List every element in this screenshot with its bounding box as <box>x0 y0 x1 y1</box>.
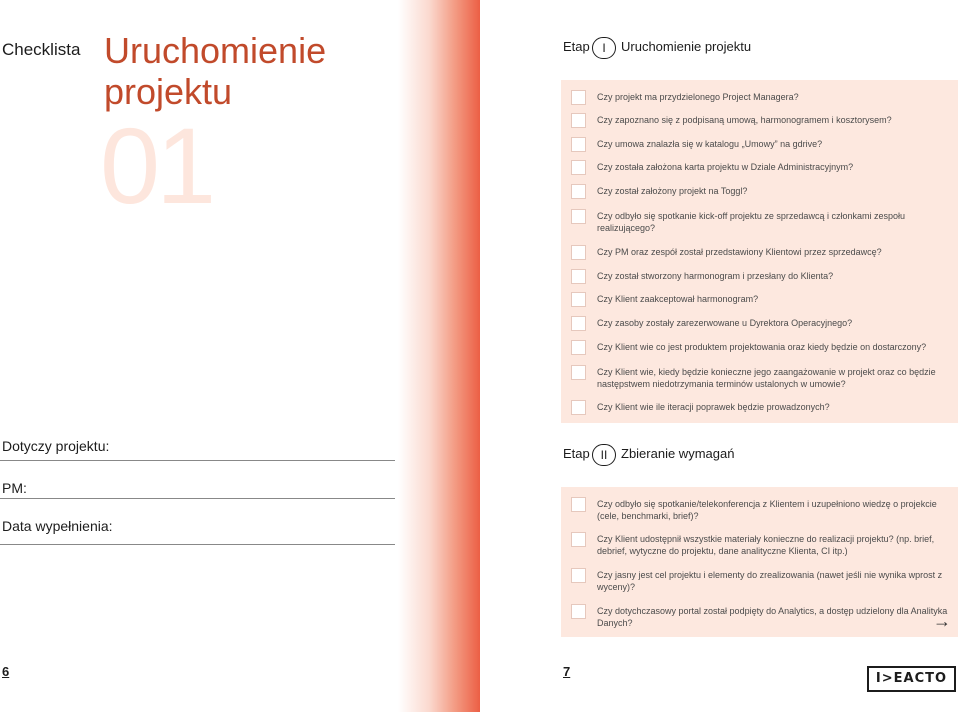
checkbox[interactable] <box>571 400 586 415</box>
checklist-item-text: Czy został stworzony harmonogram i przesłany do Klienta? <box>597 271 834 281</box>
checklist-item-text: Czy zapoznano się z podpisaną umową, harmonogramem i kosztorysem? <box>597 115 892 125</box>
checkbox[interactable] <box>571 568 586 583</box>
checklist-item-text: Czy Klient zaakceptował harmonogram? <box>597 294 759 304</box>
checkbox[interactable] <box>571 184 586 199</box>
page-title: Uruchomienie projektu <box>104 30 327 112</box>
checkbox[interactable] <box>571 209 586 224</box>
stage-2-roman: II <box>592 444 616 466</box>
checklist-item-text: Czy umowa znalazła się w katalogu „Umowy” na gdrive? <box>597 139 823 149</box>
checkbox[interactable] <box>571 137 586 152</box>
ideacto-logo: I>EACTO <box>867 666 956 692</box>
stage-1-etap: Etap <box>563 39 590 54</box>
checkbox[interactable] <box>571 497 586 512</box>
checklist-item-text: Czy Klient wie co jest produktem projektowania oraz kiedy będzie on dostarczony? <box>597 342 927 352</box>
project-field-line[interactable] <box>0 460 395 461</box>
checkbox[interactable] <box>571 245 586 260</box>
stage-1-checklist <box>561 80 958 423</box>
gradient-divider <box>398 0 480 712</box>
pm-field-line[interactable] <box>0 498 395 499</box>
checklist-item-text: Czy jasny jest cel projektu i elementy do zrealizowania (nawet jeśli nie wynika wprost z wyceny)? <box>597 570 943 592</box>
chapter-number: 01 <box>100 105 213 226</box>
checkbox[interactable] <box>571 90 586 105</box>
checklist-item-text: Czy odbyło się spotkanie/telekonferencja z Klientem i uzupełniono wiedzę o projekcie (cele, benchmarki, brief)? <box>597 499 937 521</box>
stage-2-checklist <box>561 487 958 637</box>
project-field-label: Dotyczy projektu: <box>2 438 110 454</box>
checkbox[interactable] <box>571 340 586 355</box>
arrow-right-icon[interactable]: → <box>933 611 951 631</box>
checkbox[interactable] <box>571 292 586 307</box>
checklist-item-text: Czy Klient udostępnił wszystkie materiały konieczne do realizacji projektu? (np. brief, debrief, wytyczne do projektu, dane analityczne Klienta, CI itp.) <box>597 534 935 556</box>
checkbox[interactable] <box>571 316 586 331</box>
checkbox[interactable] <box>571 113 586 128</box>
checklist-item-text: Czy została założona karta projektu w Dziale Administracyjnym? <box>597 162 854 172</box>
page-number-left: 6 <box>2 664 10 679</box>
checkbox[interactable] <box>571 365 586 380</box>
checklist-item-text: Czy zasoby zostały zarezerwowane u Dyrektora Operacyjnego? <box>597 318 853 328</box>
checkbox[interactable] <box>571 604 586 619</box>
pm-field-label: PM: <box>2 480 27 496</box>
checklist-label: Checklista <box>2 40 81 59</box>
checklist-item-text: Czy odbyło się spotkanie kick-off projektu ze sprzedawcą i członkami zespołu realizującego? <box>597 211 905 233</box>
checklist-item-text: Czy PM oraz zespół został przedstawiony Klientowi przez sprzedawcę? <box>597 247 882 257</box>
date-field-label: Data wypełnienia: <box>2 518 113 534</box>
checkbox[interactable] <box>571 532 586 547</box>
checklist-item-text: Czy Klient wie ile iteracji poprawek będzie prowadzonych? <box>597 402 830 412</box>
stage-1-roman: I <box>592 37 616 59</box>
checklist-item-text: Czy został założony projekt na Toggl? <box>597 186 748 196</box>
checkbox[interactable] <box>571 269 586 284</box>
checklist-item-text: Czy dotychczasowy portal został podpięty do Analytics, a dostęp udzielony dla Analityka Danych? <box>597 606 948 628</box>
date-field-line[interactable] <box>0 544 395 545</box>
checklist-item-text: Czy projekt ma przydzielonego Project Managera? <box>597 92 799 102</box>
page-number-right: 7 <box>563 664 571 679</box>
stage-2-title: Zbieranie wymagań <box>621 446 735 461</box>
checkbox[interactable] <box>571 160 586 175</box>
stage-2-etap: Etap <box>563 446 590 461</box>
stage-1-title: Uruchomienie projektu <box>621 39 752 54</box>
checklist-item-text: Czy Klient wie, kiedy będzie konieczne jego zaangażowanie w projekt oraz co będzie następstwem niedotrzymania terminów ustalonych w umowie? <box>597 367 936 389</box>
